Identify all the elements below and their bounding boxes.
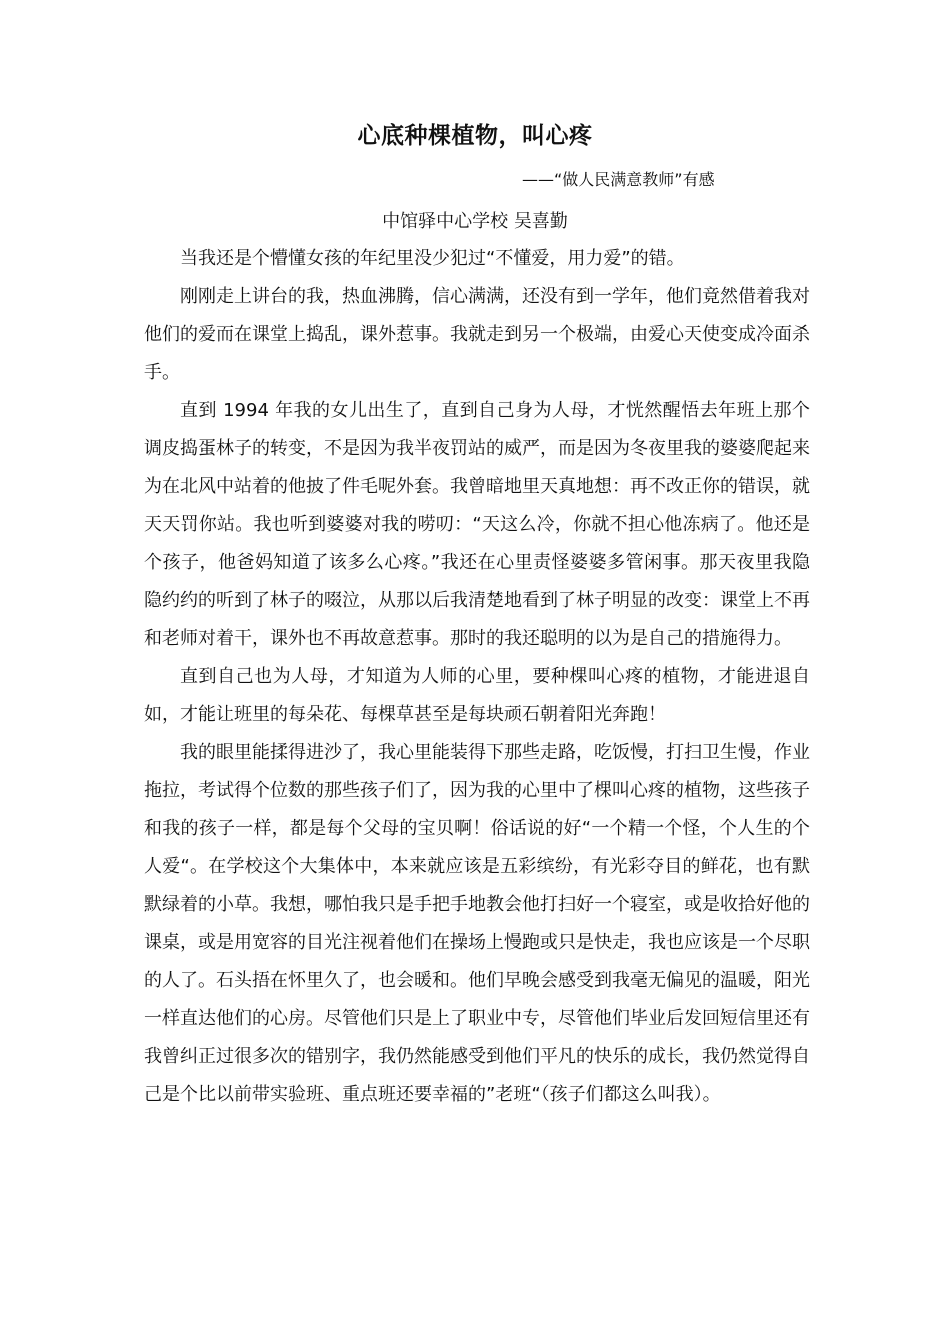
paragraph: 当我还是个懵懂女孩的年纪里没少犯过“不懂爱，用力爱”的错。 [180,248,685,269]
body-text [144,240,810,1114]
paragraph: 直到自己也为人母，才知道为人师的心里，要种棵叫心疼的植物，才能进退自如，才能让班里的每朵花、每棵草甚至是每块顽石朝着阳光奔跑！ [144,666,810,725]
paragraph: 直到 1994 年我的女儿出生了，直到自己身为人母，才恍然醒悟去年班上那个调皮捣蛋林子的转变，不是因为我半夜罚站的威严，而是因为冬夜里我的婆婆爬起来为在北风中站着的他披了件毛呢外套。我曾暗地里天真地想：再不改正你的错误，就天天罚你站。我也听到婆婆对我的唠叨：“天这么冷，你就不担心他冻病了。他还是个孩子，他爸妈知道了该多么心疼。”我还在心里责怪婆婆多管闲事。那天夜里我隐隐约约的听到了林子的啜泣，从那以后我清楚地看到了林子明显的改变：课堂上不再和老师对着干，课外也不再故意惹事。那时的我还聪明的以为是自己的措施得力。 [144,400,810,649]
paragraph: 刚刚走上讲台的我，热血沸腾，信心满满，还没有到一学年，他们竟然借着我对他们的爱而在课堂上捣乱，课外惹事。我就走到另一个极端，由爱心天使变成冷面杀手。 [144,286,810,383]
paragraph: 我的眼里能揉得进沙了，我心里能装得下那些走路，吃饭慢，打扫卫生慢，作业拖拉，考试得个位数的那些孩子们了，因为我的心里中了棵叫心疼的植物，这些孩子和我的孩子一样，都是每个父母的宝贝啊！俗话说的好“一个精一个怪，个人生的个人爱“。在学校这个大集体中，本来就应该是五彩缤纷，有光彩夺目的鲜花，也有默默绿着的小草。我想，哪怕我只是手把手地教会他打扫好一个寝室，或是收拾好他的课桌，或是用宽容的目光注视着他们在操场上慢跑或只是快走，我也应该是一个尽职的人了。石头捂在怀里久了，也会暖和。他们早晚会感受到我毫无偏见的温暖，阳光一样直达他们的心房。尽管他们只是上了职业中专，尽管他们毕业后发回短信里还有我曾纠正过很多次的错别字，我仍然能感受到他们平凡的快乐的成长，我仍然觉得自己是个比以前带实验班、重点班还要幸福的”老班“（孩子们都这么叫我）。 [144,742,810,1105]
document-subtitle: ——“做人民满意教师”有感 [522,170,715,189]
author-line: 中馆驿中心学校 吴喜勤 [382,211,568,232]
document-title: 心底种棵植物，叫心疼 [357,123,593,149]
